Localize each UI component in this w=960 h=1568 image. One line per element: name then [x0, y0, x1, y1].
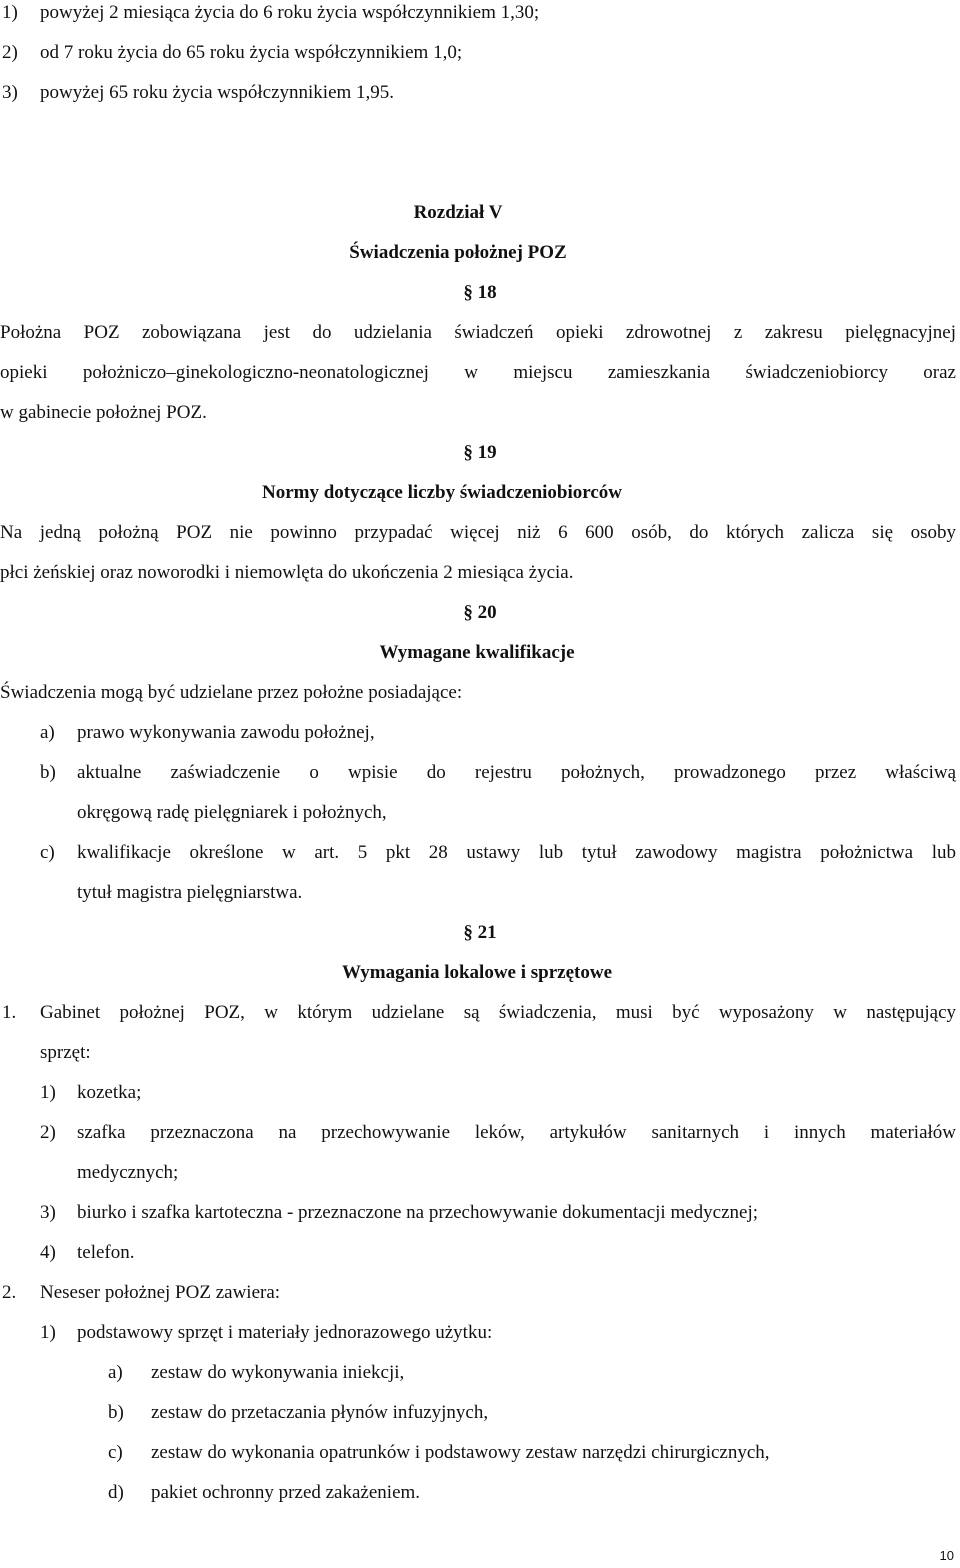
- item-letter: c): [108, 1442, 123, 1463]
- item-letter: a): [40, 722, 55, 743]
- section-20-intro: Świadczenia mogą być udzielane przez położne posiadające:: [0, 682, 463, 703]
- paragraph-text: Neseser położnej POZ zawiera:: [40, 1282, 281, 1303]
- chapter-title: Świadczenia położnej POZ: [349, 242, 567, 263]
- chapter-label: Rozdział V: [413, 202, 503, 223]
- list-num: 1): [2, 2, 18, 23]
- item-text: tytuł magistra pielęgniarstwa.: [77, 882, 303, 903]
- item-letter: d): [108, 1482, 124, 1503]
- list-num: 4): [40, 1242, 56, 1263]
- item-text: okręgową radę pielęgniarek i położnych,: [77, 802, 387, 823]
- section-19-line: Na jedną położną POZ nie powinno przypadać więcej niż 6 600 osób, do których zalicza się osoby: [0, 522, 956, 543]
- item-letter: c): [40, 842, 55, 863]
- list-item-text: biurko i szafka kartoteczna - przeznaczone na przechowywanie dokumentacji medycznej;: [77, 1202, 759, 1223]
- section-mark-20: § 20: [463, 602, 497, 623]
- item-text: zestaw do przetaczania płynów infuzyjnych,: [151, 1402, 489, 1423]
- paragraph-text: sprzęt:: [40, 1042, 91, 1063]
- list-num: 2): [2, 42, 18, 63]
- section-18-line: Położna POZ zobowiązana jest do udzielania świadczeń opieki zdrowotnej z zakresu pielęgnacyjnej: [0, 322, 956, 343]
- section-19-title: Normy dotyczące liczby świadczeniobiorców: [261, 482, 623, 503]
- list-item-text: podstawowy sprzęt i materiały jednorazowego użytku:: [77, 1322, 493, 1343]
- section-18-line: opieki położniczo–ginekologiczno-neonatologicznej w miejscu zamieszkania świadczeniobiorcy oraz: [0, 362, 956, 383]
- list-item-text: od 7 roku życia do 65 roku życia współczynnikiem 1,0;: [40, 42, 463, 63]
- list-num: 1): [40, 1322, 56, 1343]
- section-19-line: płci żeńskiej oraz noworodki i niemowlęta do ukończenia 2 miesiąca życia.: [0, 562, 574, 583]
- paragraph-num: 2.: [2, 1282, 17, 1303]
- list-item-text: telefon.: [77, 1242, 135, 1263]
- item-letter: b): [40, 762, 56, 783]
- list-item-text: powyżej 65 roku życia współczynnikiem 1,95.: [40, 82, 395, 103]
- section-18-line: w gabinecie położnej POZ.: [0, 402, 207, 423]
- list-num: 1): [40, 1082, 56, 1103]
- list-num: 3): [2, 82, 18, 103]
- list-num: 3): [40, 1202, 56, 1223]
- section-mark-18: § 18: [463, 282, 497, 303]
- section-21-title: Wymagania lokalowe i sprzętowe: [341, 962, 613, 983]
- paragraph-text: Gabinet położnej POZ, w którym udzielane są świadczenia, musi być wyposażony w następujący: [40, 1002, 956, 1023]
- item-text: zestaw do wykonywania iniekcji,: [151, 1362, 405, 1383]
- item-text: kwalifikacje określone w art. 5 pkt 28 ustawy lub tytuł zawodowy magistra położnictwa lub: [77, 842, 956, 863]
- item-text: aktualne zaświadczenie o wpisie do rejestru położnych, prowadzonego przez właściwą: [77, 762, 956, 783]
- item-letter: a): [108, 1362, 123, 1383]
- item-text: zestaw do wykonania opatrunków i podstawowy zestaw narzędzi chirurgicznych,: [151, 1442, 770, 1463]
- section-20-title: Wymagane kwalifikacje: [379, 642, 575, 663]
- paragraph-num: 1.: [2, 1002, 17, 1023]
- section-mark-19: § 19: [463, 442, 497, 463]
- list-item-text: medycznych;: [77, 1162, 179, 1183]
- list-item-text: kozetka;: [77, 1082, 142, 1103]
- page-number: 10: [939, 1548, 954, 1563]
- item-text: pakiet ochronny przed zakażeniem.: [151, 1482, 421, 1503]
- list-item-text: szafka przeznaczona na przechowywanie leków, artykułów sanitarnych i innych materiałów: [77, 1122, 956, 1143]
- list-num: 2): [40, 1122, 56, 1143]
- section-mark-21: § 21: [463, 922, 497, 943]
- item-text: prawo wykonywania zawodu położnej,: [77, 722, 375, 743]
- list-item-text: powyżej 2 miesiąca życia do 6 roku życia współczynnikiem 1,30;: [40, 2, 540, 23]
- item-letter: b): [108, 1402, 124, 1423]
